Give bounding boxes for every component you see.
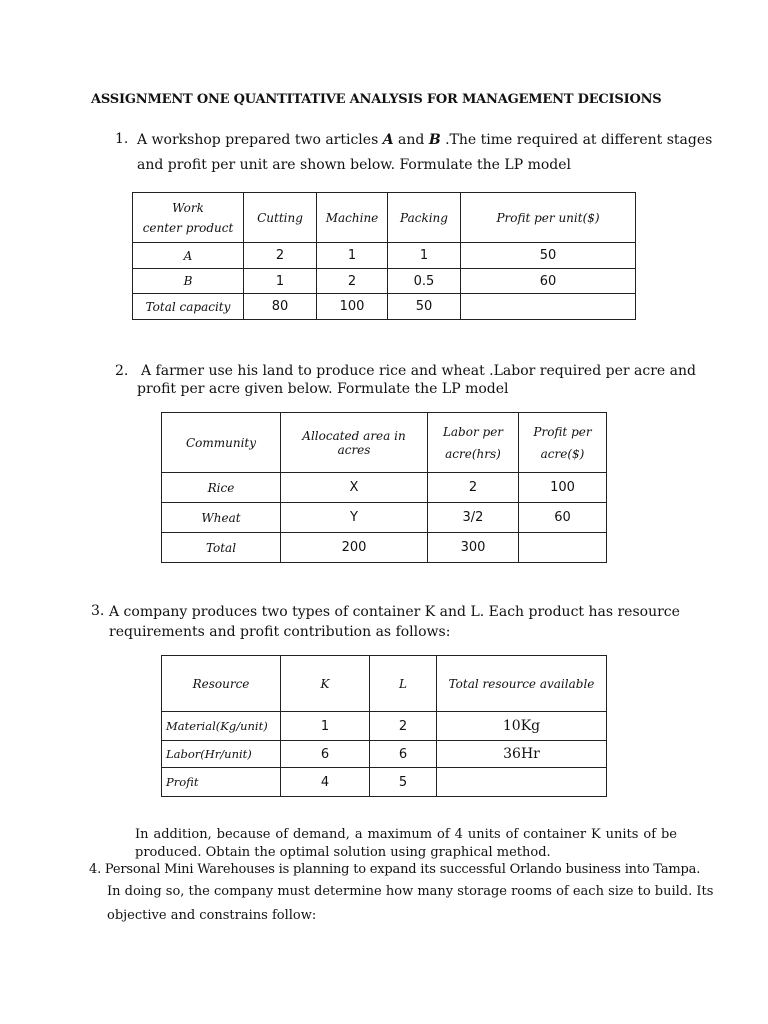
table-row xyxy=(162,503,607,533)
table-cell: 50 xyxy=(388,294,461,320)
table-row xyxy=(162,473,607,503)
table-cell: 1 xyxy=(317,243,388,269)
table-cell: 3/2 xyxy=(428,503,519,533)
table-cell: 4 xyxy=(281,768,370,797)
table-cell: A xyxy=(133,243,244,269)
table-cell: 10Kg xyxy=(437,712,607,741)
table-cell: 2 xyxy=(370,712,437,741)
table-cell: Wheat xyxy=(162,503,281,533)
table-cell xyxy=(461,294,636,320)
table-header-cell: L xyxy=(370,656,437,712)
table-cell: 1 xyxy=(281,712,370,741)
table-row xyxy=(133,243,636,269)
table-cell: Y xyxy=(281,503,428,533)
q3-text-line1: A company produces two types of container K and L. Each product has resource xyxy=(109,604,680,620)
table-header-cell: Work center product xyxy=(133,193,244,243)
table-row xyxy=(133,269,636,294)
table-row xyxy=(162,768,607,797)
q3-table xyxy=(161,655,607,797)
q2-text-line2: profit per acre given below. Formulate the LP model xyxy=(137,381,509,397)
table-cell: Total xyxy=(162,533,281,563)
page-title: ASSIGNMENT ONE QUANTITATIVE ANALYSIS FOR MANAGEMENT DECISIONS xyxy=(91,92,662,107)
table-row xyxy=(162,533,607,563)
table-cell: 5 xyxy=(370,768,437,797)
table-row xyxy=(162,413,607,473)
table-row xyxy=(133,193,636,243)
q1-number: 1. xyxy=(115,131,129,147)
table-header-cell: Profit per unit($) xyxy=(461,193,636,243)
q1-text-line1: A workshop prepared two articles A and B .The time required at different stages xyxy=(137,132,713,148)
table-cell: 36Hr xyxy=(437,741,607,768)
q2-table xyxy=(161,412,607,563)
table-header-cell: Packing xyxy=(388,193,461,243)
table-cell: 2 xyxy=(244,243,317,269)
table-cell: 50 xyxy=(461,243,636,269)
table-cell: Profit xyxy=(162,768,281,797)
table-header-cell: K xyxy=(281,656,370,712)
table-cell: 300 xyxy=(428,533,519,563)
q3-number: 3. xyxy=(91,603,105,619)
table-cell: 200 xyxy=(281,533,428,563)
q1-text-line2: and profit per unit are shown below. Formulate the LP model xyxy=(137,157,571,173)
table-row xyxy=(162,741,607,768)
q2-text-line1: A farmer use his land to produce rice and wheat .Labor required per acre and xyxy=(141,363,696,379)
table-cell: Total capacity xyxy=(133,294,244,320)
table-header-cell: Labor per acre(hrs) xyxy=(428,413,519,473)
q4-text-line3: objective and constrains follow: xyxy=(107,908,317,923)
table-header-cell: Profit per acre($) xyxy=(519,413,607,473)
table-cell: 60 xyxy=(461,269,636,294)
table-cell: 100 xyxy=(519,473,607,503)
table-cell: Material(Kg/unit) xyxy=(162,712,281,741)
table-cell: 1 xyxy=(388,243,461,269)
table-cell: 2 xyxy=(428,473,519,503)
table-header-cell: Community xyxy=(162,413,281,473)
table-header-cell: Machine xyxy=(317,193,388,243)
table-cell: 80 xyxy=(244,294,317,320)
table-cell: Rice xyxy=(162,473,281,503)
table-row xyxy=(162,656,607,712)
table-row xyxy=(133,294,636,320)
q3-note-line1: In addition, because of demand, a maximum of 4 units of container K units of be xyxy=(135,827,677,842)
q1-table xyxy=(132,192,636,320)
q4-text-line1: 4. Personal Mini Warehouses is planning to expand its successful Orlando business into Tampa. xyxy=(89,862,701,877)
table-cell: B xyxy=(133,269,244,294)
table-cell: 0.5 xyxy=(388,269,461,294)
table-cell xyxy=(519,533,607,563)
q2-number: 2. xyxy=(115,363,129,379)
table-cell xyxy=(437,768,607,797)
table-cell: 6 xyxy=(281,741,370,768)
table-cell: 1 xyxy=(244,269,317,294)
table-header-cell: Allocated area in acres xyxy=(281,413,428,473)
table-cell: X xyxy=(281,473,428,503)
table-cell: 100 xyxy=(317,294,388,320)
table-row xyxy=(162,712,607,741)
q3-note-line2: produced. Obtain the optimal solution using graphical method. xyxy=(135,845,551,860)
table-header-cell: Total resource available xyxy=(437,656,607,712)
table-header-cell: Cutting xyxy=(244,193,317,243)
table-cell: 2 xyxy=(317,269,388,294)
table-cell: Labor(Hr/unit) xyxy=(162,741,281,768)
q3-text-line2: requirements and profit contribution as follows: xyxy=(109,624,451,640)
table-header-cell: Resource xyxy=(162,656,281,712)
table-cell: 60 xyxy=(519,503,607,533)
table-cell: 6 xyxy=(370,741,437,768)
q4-text-line2: In doing so, the company must determine how many storage rooms of each size to build. Its xyxy=(107,884,714,899)
